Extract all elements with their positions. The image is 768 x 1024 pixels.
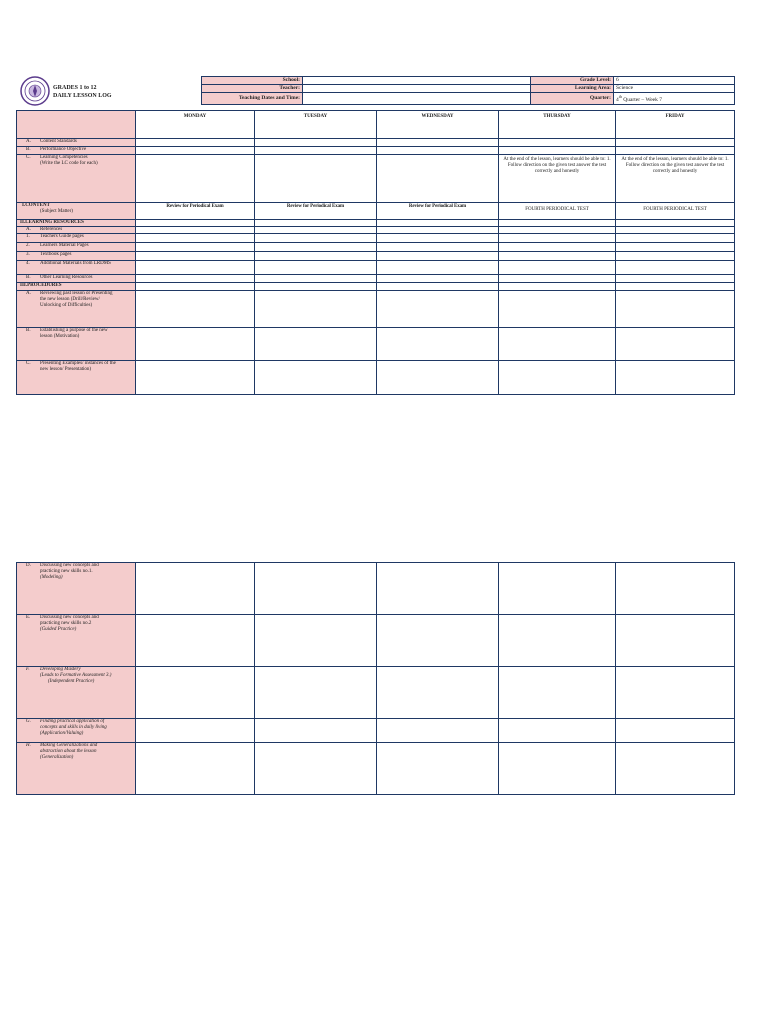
learners-material-label: 2. Learners Material Pages bbox=[17, 243, 136, 252]
quarter-value bbox=[614, 93, 735, 105]
learning-area-label: Learning Area: bbox=[531, 85, 614, 93]
thursday-content: FOURTH PERIODICAL TEST bbox=[499, 203, 616, 220]
finding-practical-row bbox=[17, 719, 735, 743]
quarter-rest: Quarter – Week 7 bbox=[621, 96, 662, 103]
school-value bbox=[303, 77, 531, 85]
friday-competency: At the end of the lesson, learners should be able to: 1. Follow direction on the given test answer the test correctly and honestly bbox=[616, 155, 735, 203]
content-standards-row bbox=[17, 139, 735, 147]
procedures-row bbox=[17, 283, 735, 291]
presenting-label: C. Presenting Examples/ instances of the new lesson/ Presentation) bbox=[17, 361, 136, 395]
presenting-row bbox=[17, 361, 735, 395]
additional-materials-row bbox=[17, 261, 735, 275]
establishing-row bbox=[17, 328, 735, 361]
lesson-log-table bbox=[16, 110, 735, 395]
day-tuesday: TUESDAY bbox=[255, 111, 377, 139]
wednesday-content: Review for Periodical Exam bbox=[377, 203, 499, 220]
performance-objective-row bbox=[17, 147, 735, 155]
discussing-2-label: E. Discussing new concepts and practicing new skills no.2 (Guided Practice) bbox=[17, 615, 136, 667]
day-header-row bbox=[17, 111, 735, 139]
tuesday-content: Review for Periodical Exam bbox=[255, 203, 377, 220]
deped-seal-icon bbox=[20, 76, 50, 106]
day-wednesday: WEDNESDAY bbox=[377, 111, 499, 139]
discussing-2-row bbox=[17, 615, 735, 667]
additional-materials-label: 4. Additional Materials from LRDMS bbox=[17, 261, 136, 275]
developing-mastery-row bbox=[17, 667, 735, 719]
quarter-number: 4 bbox=[616, 96, 619, 103]
generalization-label: H. Making Generalizations and abstraction about the lesson (Generalization) bbox=[17, 743, 136, 795]
finding-practical-label: G. Finding practical application of concepts and skills in daily living (Application/Valuing) bbox=[17, 719, 136, 743]
reviewing-row bbox=[17, 291, 735, 328]
content-standards-label: A. Content Standards bbox=[17, 139, 136, 147]
learning-resources-row bbox=[17, 220, 735, 227]
generalization-row bbox=[17, 743, 735, 795]
teacher-value bbox=[303, 85, 531, 93]
day-monday: MONDAY bbox=[136, 111, 255, 139]
grade-level-label: Grade Level: bbox=[531, 77, 614, 85]
establishing-label: B. Establishing a purpose of the new lesson (Motivation) bbox=[17, 328, 136, 361]
teacher-label: Teacher: bbox=[202, 85, 303, 93]
developing-mastery-label: F. Developing Mastery (Leads to Formative Assessment 3.) (Independent Practice) bbox=[17, 667, 136, 719]
other-resources-label: B. Other Learning Resources bbox=[17, 275, 136, 283]
learning-competencies-label: C. Learning Competencies (Write the LC code for each) bbox=[17, 155, 136, 203]
textbook-row bbox=[17, 252, 735, 261]
teaching-dates-label: Teaching Dates and Time: bbox=[202, 93, 303, 105]
monday-content: Review for Periodical Exam bbox=[136, 203, 255, 220]
lesson-log-table-page-2 bbox=[16, 562, 735, 795]
references-row bbox=[17, 227, 735, 234]
content-row bbox=[17, 203, 735, 220]
textbook-label: 3. Textbook pages bbox=[17, 252, 136, 261]
day-thursday: THURSDAY bbox=[499, 111, 616, 139]
grade-level-value: 6 bbox=[614, 77, 735, 85]
references-label: A. References bbox=[17, 227, 136, 234]
teaching-dates-value bbox=[303, 93, 531, 105]
title-line-1: GRADES 1 to 12 bbox=[53, 85, 97, 91]
teachers-guide-label: 1. Teachers Guide pages bbox=[17, 234, 136, 243]
quarter-suffix: th bbox=[618, 94, 622, 99]
title-line-2: DAILY LESSON LOG bbox=[53, 93, 112, 99]
log-title bbox=[53, 84, 112, 100]
performance-objective-label: B. Performance Objective bbox=[17, 147, 136, 155]
discussing-1-label: D. Discussing new concepts and practicing new skills no.1. (Modeling) bbox=[17, 563, 136, 615]
day-friday: FRIDAY bbox=[616, 111, 735, 139]
school-label: School: bbox=[202, 77, 303, 85]
thursday-competency: At the end of the lesson, learners should be able to: 1. Follow direction on the given test answer the test correctly and honestly bbox=[499, 155, 616, 203]
learners-material-row bbox=[17, 243, 735, 252]
other-resources-row bbox=[17, 275, 735, 283]
info-table bbox=[201, 76, 735, 105]
learning-resources-label: II.LEARNING RESOURCES bbox=[17, 220, 136, 227]
procedures-label: III.PROCEDURES bbox=[17, 283, 136, 291]
corner-cell bbox=[17, 111, 136, 139]
learning-area-value: Science bbox=[614, 85, 735, 93]
discussing-1-row bbox=[17, 563, 735, 615]
reviewing-label: A. Reviewing past lesson or Presenting the new lesson (Drill/Review/ Unlocking of Difficulties) bbox=[17, 291, 136, 328]
quarter-label: Quarter: bbox=[531, 93, 614, 105]
learning-competencies-row bbox=[17, 155, 735, 203]
teachers-guide-row bbox=[17, 234, 735, 243]
friday-content: FOURTH PERIODICAL TEST bbox=[616, 203, 735, 220]
content-label: I.CONTENT (Subject Matter) bbox=[17, 203, 136, 220]
